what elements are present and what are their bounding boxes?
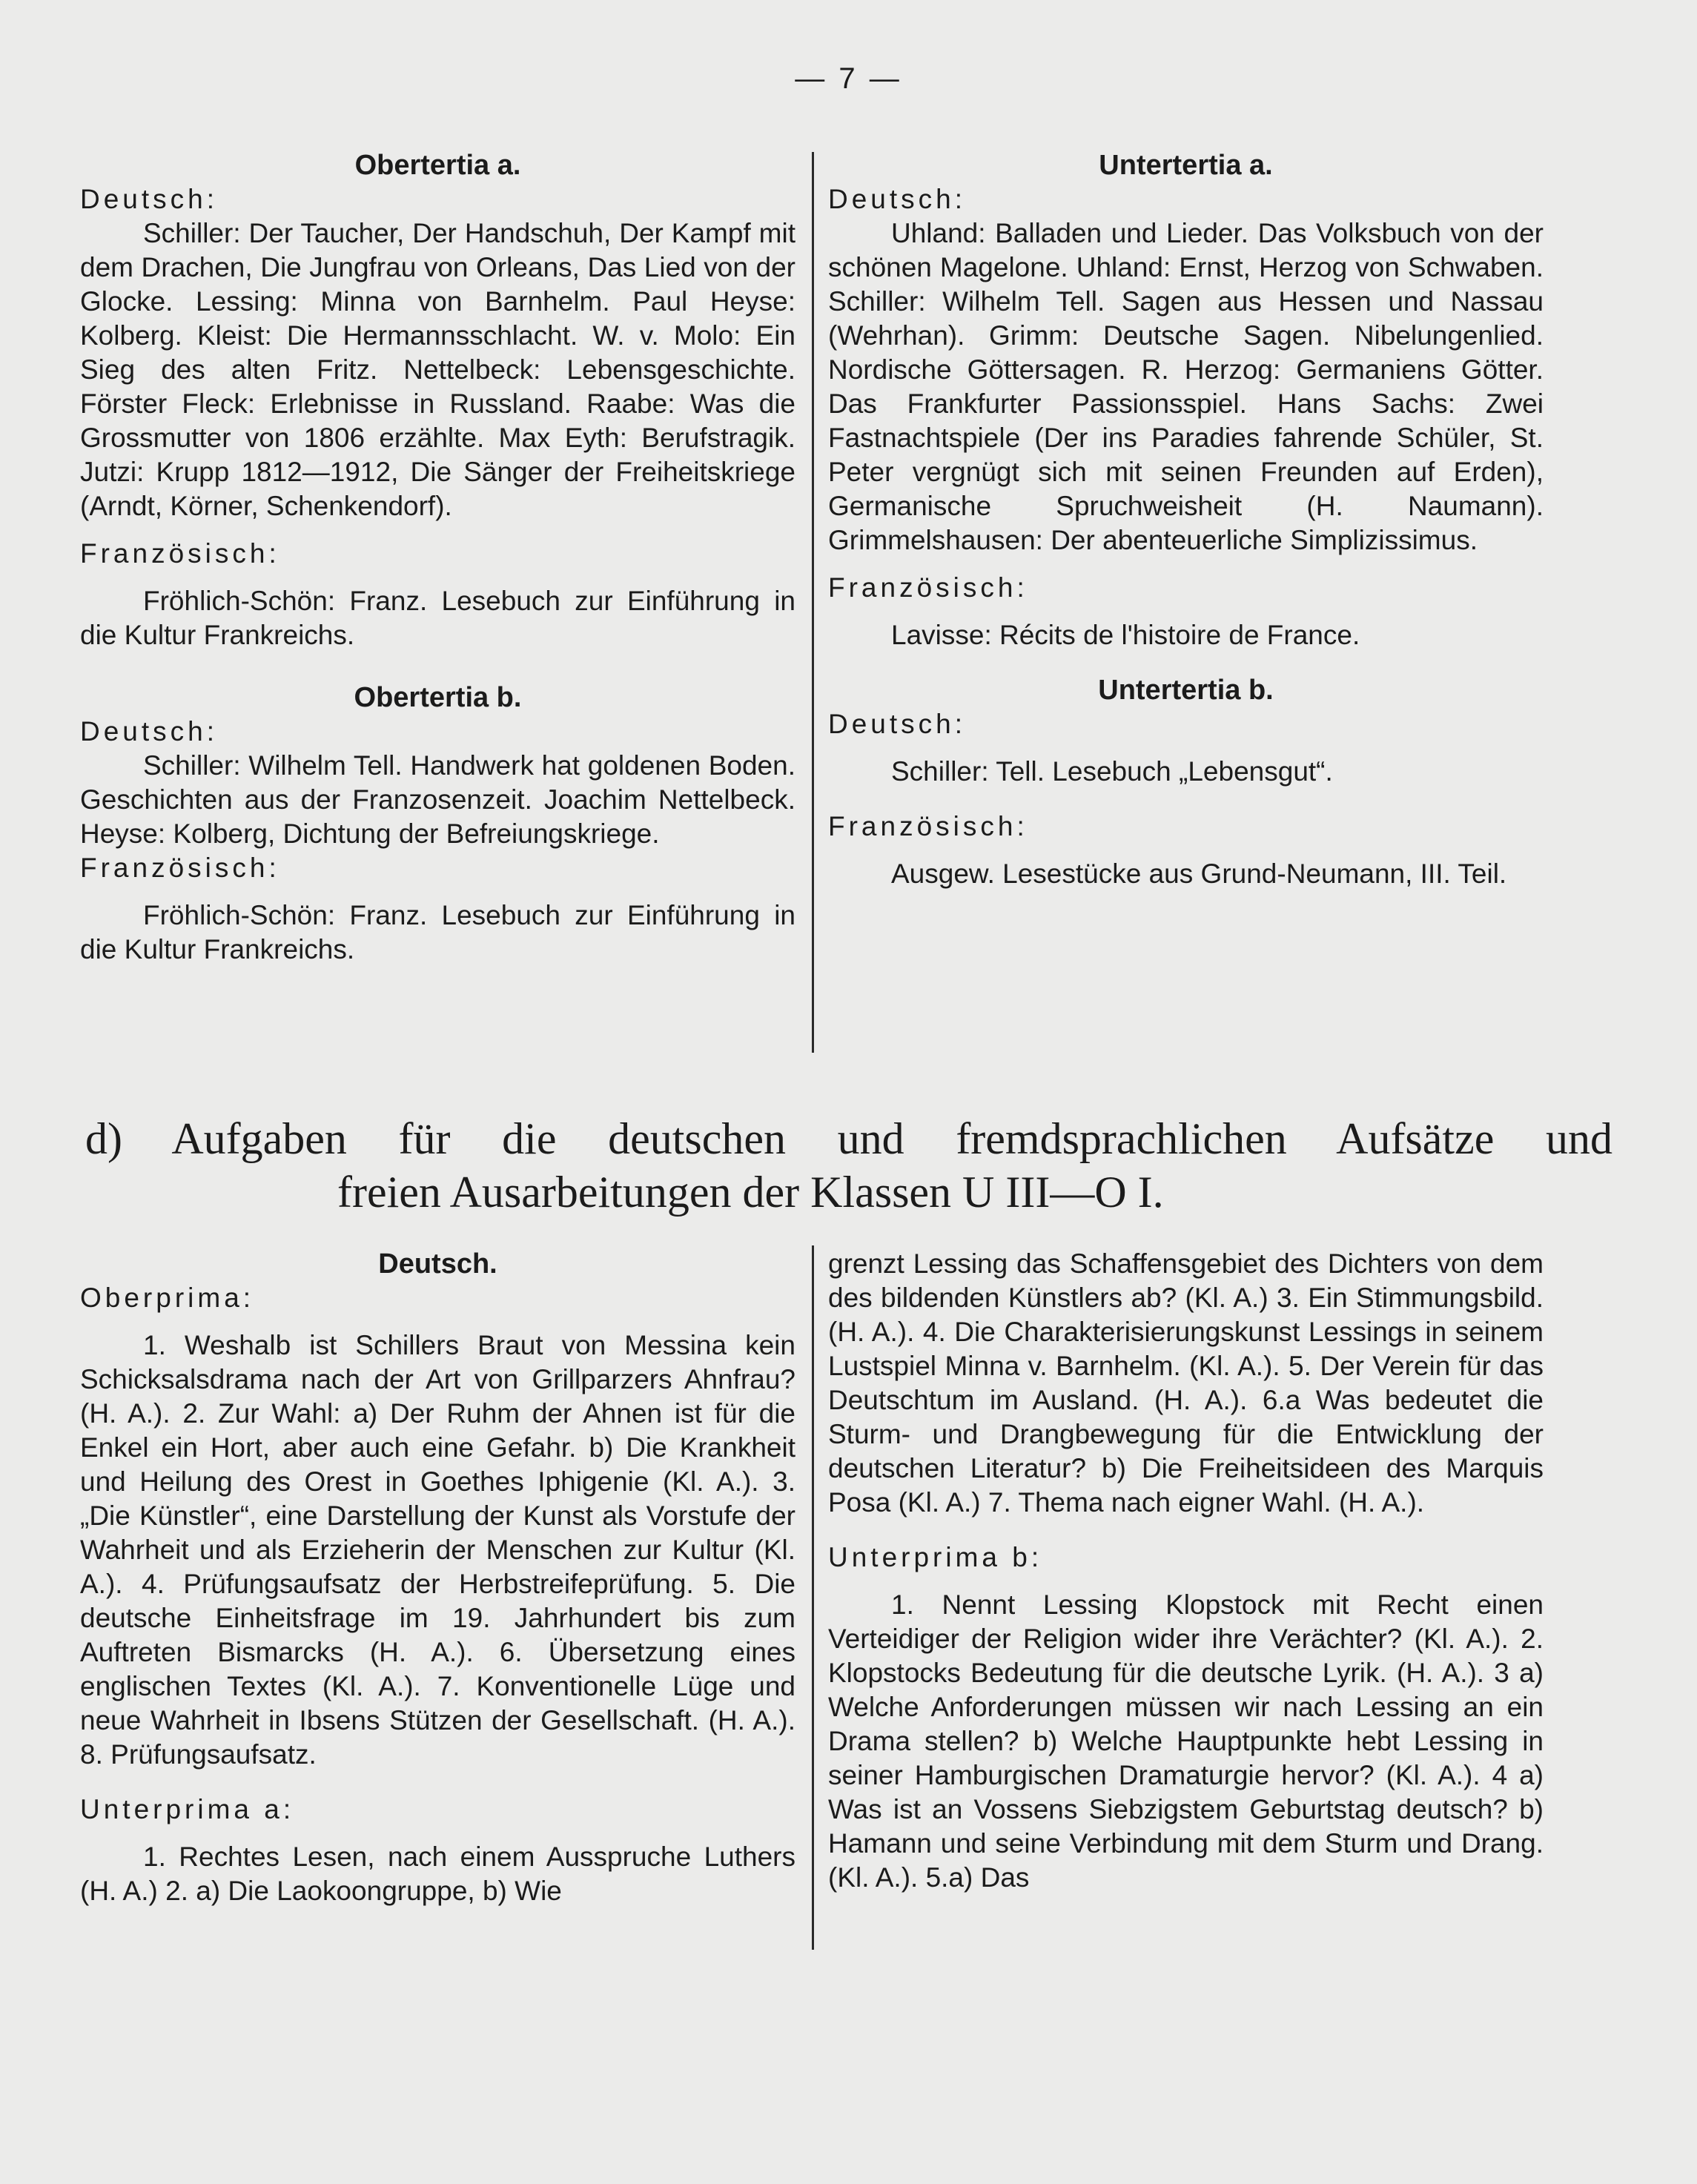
bottom-left-column (80, 1247, 795, 1908)
essay-topics: 1. Rechtes Lesen, nach einem Ausspruche Luthers (H. A.) 2. a) Die Laokoongruppe, b) Wie (80, 1841, 795, 1906)
section-title-line: d) Aufgaben für die deutschen und fremdsprachlichen Aufsätze und (85, 1114, 1612, 1163)
column-divider (812, 152, 814, 1053)
section-heading: Obertertia b. (354, 682, 522, 713)
reading-list: Schiller: Tell. Lesebuch „Lebensgut“. (891, 756, 1333, 787)
reading-list: Fröhlich-Schön: Franz. Lesebuch zur Einführung in die Kultur Frankreichs. (80, 586, 795, 650)
top-right-column (828, 148, 1544, 891)
subject-label: Deutsch: (80, 716, 219, 747)
bottom-right-column (828, 1247, 1544, 1895)
reading-list: Schiller: Der Taucher, Der Handschuh, Der Kampf mit dem Drachen, Die Jungfrau von Orleans, Das Lied von der Glocke. Lessing: Minna von Barnhelm. Paul Heyse: Kolberg. Kleist: Die Hermannsschlacht. W. v. Molo: Ein Sieg des alten Fritz. Nettelbeck: Lebensgeschichte. Förster Fleck: Erlebnisse in Russland. Raabe: Was die Grossmutter von 1806 erzählte. Max Eyth: Berufstragik. Jutzi: Krupp 1812—1912, Die Sänger der Freiheitskriege (Arndt, Körner, Schenkendorf). (80, 218, 795, 521)
section-heading: Untertertia b. (1098, 675, 1274, 706)
essay-topics-continued: grenzt Lessing das Schaffensgebiet des Dichters von dem des bildenden Künstlers ab? (Kl. A.) 3. Ein Stimmungsbild. (H. A.). 4. Die Charakterisierungskunst Lessings in seinem Lustspiel Minna v. Barnhelm. (Kl. A.). 5. Der Verein für das Deutschtum im Ausland. (H. A.). 6.a Was bedeutet die Sturm- und Drangbewegung für die Entwicklung der deutschen Literatur? b) Die Freiheitsideen des Marquis Posa (Kl. A.) 7. Thema nach eigner Wahl. (H. A.). (828, 1248, 1544, 1518)
reading-list: Ausgew. Lesestücke aus Grund-Neumann, III. Teil. (891, 858, 1507, 889)
section-title (85, 1112, 1612, 1219)
class-label: Oberprima: (80, 1283, 255, 1313)
essay-topics: 1. Weshalb ist Schillers Braut von Messina kein Schicksalsdrama nach der Art von Grillparzers Ahnfrau? (H. A.). 2. Zur Wahl: a) Der Ruhm der Ahnen ist für die Enkel ein Hort, aber auch eine Gefahr. b) Die Krankheit und Heilung des Orest in Goethes Iphigenie (Kl. A.). 3. „Die Künstler“, eine Darstellung der Kunst als Vorstufe der Wahrheit und als Erzieherin der Menschen zur Kultur (Kl. A.). 4. Prüfungsaufsatz der Herbstreifeprüfung. 5. Die deutsche Einheitsfrage im 19. Jahrhundert bis zum Auftreten Bismarcks (H. A.). 6. Übersetzung eines englischen Textes (Kl. A.). 7. Konventionelle Lüge und neue Wahrheit in Ibsens Stützen der Gesellschaft. (H. A.). 8. Prüfungsaufsatz. (80, 1330, 795, 1770)
section-heading: Obertertia a. (354, 150, 521, 181)
section-heading: Untertertia a. (1099, 150, 1273, 181)
subject-label: Deutsch: (80, 184, 219, 214)
section-title-line: freien Ausarbeitungen der Klassen U III—O I. (337, 1168, 1164, 1217)
class-label: Unterprima b: (828, 1542, 1043, 1572)
subject-label: Deutsch: (828, 184, 967, 214)
subject-label: Französisch: (828, 811, 1028, 841)
section-heading: Deutsch. (378, 1248, 497, 1280)
essay-topics: 1. Nennt Lessing Klopstock mit Recht einen Verteidiger der Religion wider ihre Verächter? (Kl. A.). 2. Klopstocks Bedeutung für die deutsche Lyrik. (H. A.). 3 a) Welche Anforderungen müssen wir nach Lessing an ein Drama stellen? b) Welche Hauptpunkte hebt Lessing in seiner Hamburgischen Dramaturgie hervor? (Kl. A.). 4 a) Was ist an Vossens Siebzigstem Geburtstag deutsch? b) Hamann und seine Verbindung mit dem Sturm und Drang. (Kl. A.). 5.a) Das (828, 1589, 1544, 1893)
subject-label: Deutsch: (828, 709, 967, 739)
subject-label: Französisch: (80, 538, 280, 569)
reading-list: Fröhlich-Schön: Franz. Lesebuch zur Einführung in die Kultur Frankreichs. (80, 900, 795, 964)
page-number: — 7 — (795, 62, 902, 95)
reading-list: Lavisse: Récits de l'histoire de France. (891, 620, 1360, 650)
subject-label: Französisch: (828, 572, 1028, 603)
column-divider (812, 1245, 814, 1950)
subject-label: Französisch: (80, 853, 280, 883)
class-label: Unterprima a: (80, 1794, 295, 1824)
reading-list: Schiller: Wilhelm Tell. Handwerk hat goldenen Boden. Geschichten aus der Franzosenzeit. Joachim Nettelbeck. Heyse: Kolberg, Dichtung der Befreiungskriege. (80, 750, 795, 849)
reading-list: Uhland: Balladen und Lieder. Das Volksbuch von der schönen Magelone. Uhland: Ernst, Herzog von Schwaben. Schiller: Wilhelm Tell. Sagen aus Hessen und Nassau (Wehrhan). Grimm: Deutsche Sagen. Nibelungenlied. Nordische Göttersagen. R. Herzog: Germaniens Götter. Das Frankfurter Passionsspiel. Hans Sachs: Zwei Fastnachtspiele (Der ins Paradies fahrende Schüler, St. Peter vergnügt sich mit seinen Freunden auf Erden), Germanische Spruchweisheit (H. Naumann). Grimmelshausen: Der abenteuerliche Simplizissimus. (828, 218, 1544, 555)
top-left-column (80, 148, 795, 967)
